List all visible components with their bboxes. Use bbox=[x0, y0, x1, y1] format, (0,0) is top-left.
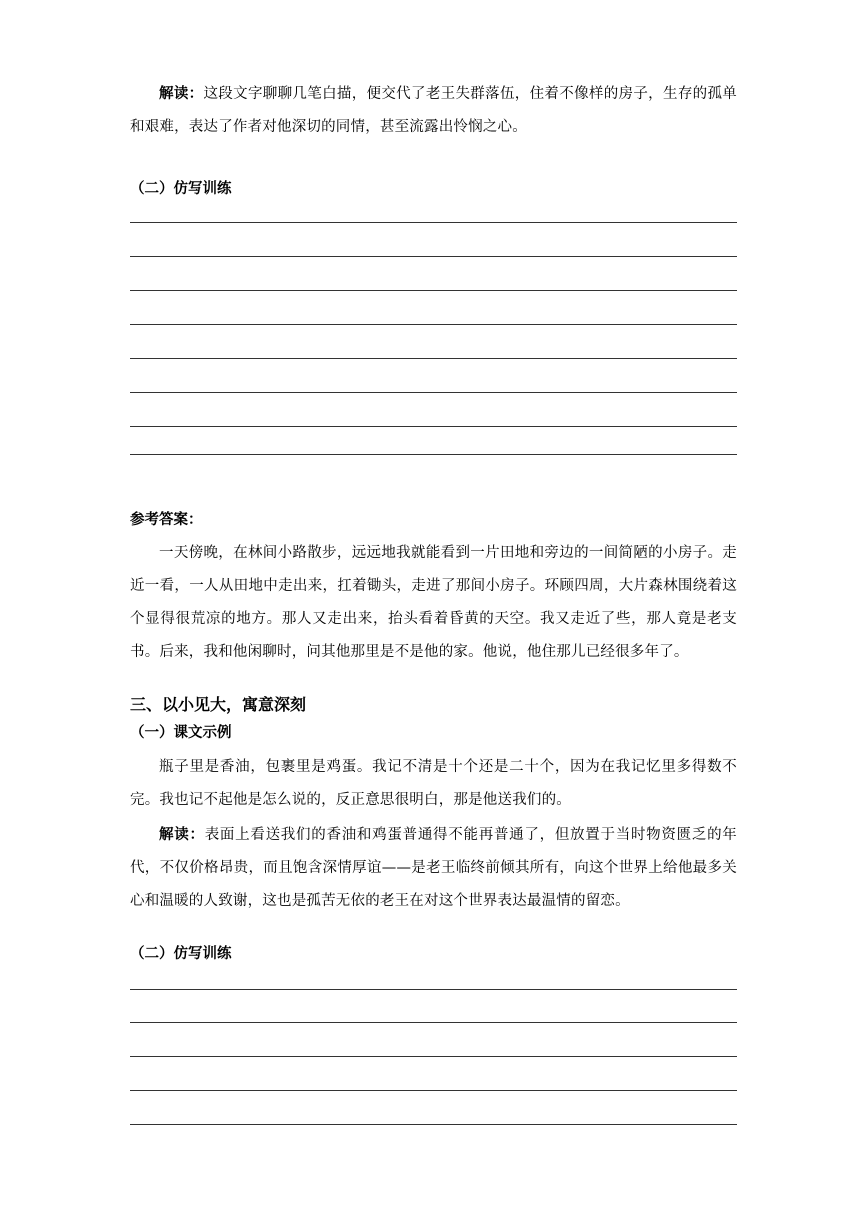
writing-line bbox=[130, 1022, 737, 1023]
writing-line bbox=[130, 426, 737, 427]
writing-line bbox=[130, 290, 737, 291]
interpretation-paragraph bbox=[130, 77, 737, 144]
practice-heading-2: （二）仿写训练 bbox=[130, 945, 232, 962]
example-block bbox=[130, 751, 737, 817]
interpretation-block-2 bbox=[130, 818, 737, 918]
interpretation-text: 表面上看送我们的香油和鸡蛋普通得不能再普通了，但放置于当时物资匮乏的年代，不仅价格昂贵，而且饱含深情厚谊——是老王临终前倾其所有，向这个世界上给他最多关心和温暖的人致谢，这也是孤苦无依的老王在对这个世界表达最温情的留恋。 bbox=[130, 827, 738, 909]
interpretation-paragraph bbox=[130, 818, 737, 918]
writing-line bbox=[130, 1090, 737, 1091]
reference-answer-text: 一天傍晚，在林间小路散步，远远地我就能看到一片田地和旁边的一间简陋的小房子。走近一看，一人从田地中走出来，扛着锄头，走进了那间小房子。环顾四周，大片森林围绕着这个显得很荒凉的地方。那人又走出来，抬头看着昏黄的天空。我又走近了些，那人竟是老支书。后来，我和他闲聊时，问其他那里是不是他的家。他说，他住那儿已经很多年了。 bbox=[130, 545, 737, 660]
writing-line bbox=[130, 392, 737, 393]
writing-line bbox=[130, 454, 737, 455]
writing-line bbox=[130, 324, 737, 325]
writing-line bbox=[130, 358, 737, 359]
example-text: 瓶子里是香油，包裹里是鸡蛋。我记不清是十个还是二十个，因为在我记忆里多得数不完。我也记不起他是怎么说的，反正意思很明白，那是他送我们的。 bbox=[130, 759, 737, 808]
writing-line bbox=[130, 256, 737, 257]
interpretation-label: 解读： bbox=[159, 85, 204, 102]
writing-line bbox=[130, 989, 737, 990]
writing-line bbox=[130, 1124, 737, 1125]
writing-line bbox=[130, 1056, 737, 1057]
practice-heading-1: （二）仿写训练 bbox=[130, 180, 232, 197]
interpretation-block-1 bbox=[130, 77, 737, 144]
interpretation-label: 解读： bbox=[159, 826, 205, 843]
section-title: 三、以小见大，寓意深刻 bbox=[130, 695, 307, 714]
interpretation-text: 这段文字聊聊几笔白描，便交代了老王失群落伍，住着不像样的房子，生存的孤单和艰难，表达了作者对他深切的同情，甚至流露出怜悯之心。 bbox=[130, 86, 737, 135]
reference-answer-block bbox=[130, 537, 737, 669]
reference-answer-label: 参考答案： bbox=[130, 511, 203, 528]
example-heading: （一）课文示例 bbox=[130, 724, 232, 741]
writing-line bbox=[130, 222, 737, 223]
